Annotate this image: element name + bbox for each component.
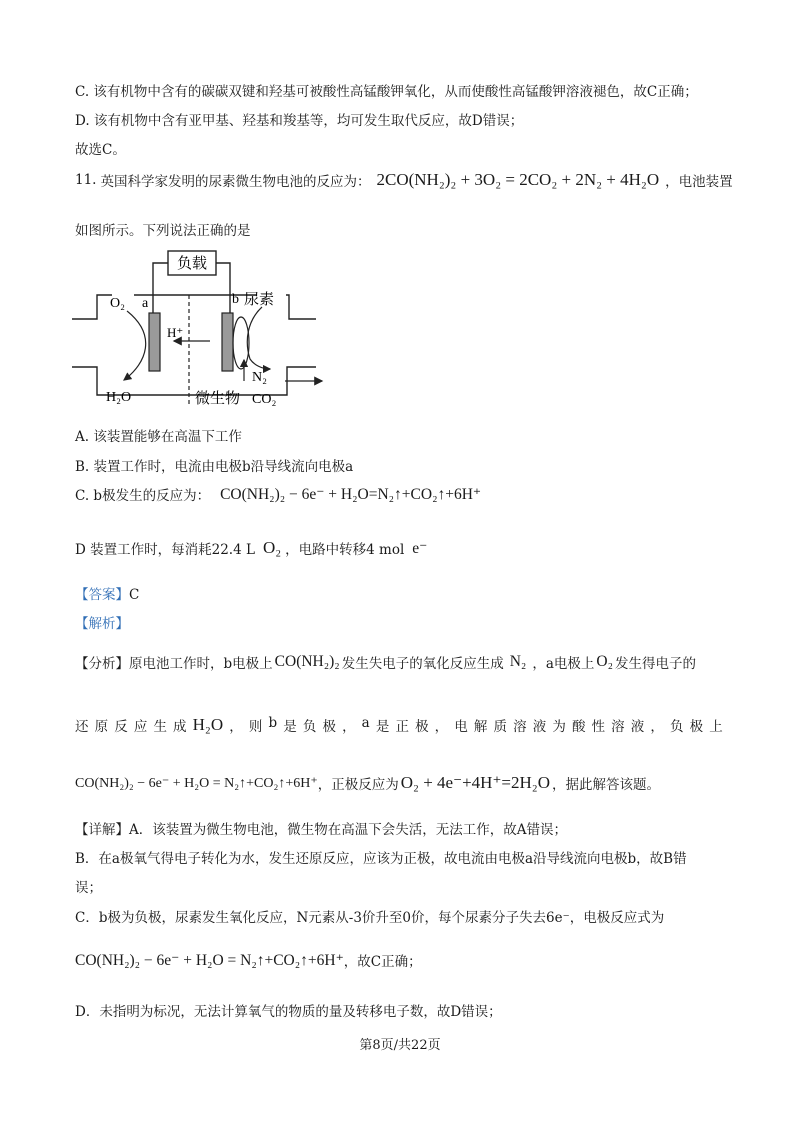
analysis-word: 为 — [552, 719, 566, 735]
analysis-word: 性 — [591, 719, 606, 735]
option-d-prefix: D 装置工作时，每消耗22.4 L — [75, 542, 255, 558]
detail-b-1: B．在a极氧气得电子转化为水，发生还原反应，应该为正极，故电流由电极a沿导线流向电极b，故B错 — [75, 851, 687, 867]
wire-left — [153, 263, 168, 316]
option-d-mid: ，电路中转移4 mol — [285, 542, 405, 558]
analysis-word: 正 — [395, 719, 409, 735]
urea-ellipse — [233, 317, 249, 369]
wire-right — [216, 263, 230, 316]
analysis-word: ， — [434, 719, 449, 735]
analysis-word: 应 — [133, 719, 148, 735]
analysis-word: 极 — [322, 719, 336, 735]
analysis-word: 上 — [709, 719, 723, 735]
n2-formula: N₂ — [509, 653, 527, 670]
question-number: 11. — [75, 172, 97, 188]
analysis-word: 是 — [375, 719, 390, 735]
analysis-tag: 【分析】 — [75, 656, 129, 672]
detail-d: D．未指明为标况，无法计算氧气的物质的量及转移电子数，故D错误； — [75, 1004, 502, 1020]
analysis-word: 原 — [94, 719, 109, 735]
reaction-equation: 2CO(NH₂)₂ + 3O₂ = 2CO₂ + 2N₂ + 4H₂O — [376, 170, 660, 189]
analysis-word: ， — [229, 719, 243, 735]
analysis-word: 解 — [473, 719, 488, 735]
hplus-label: H⁺ — [167, 325, 184, 340]
analysis-word: 溶 — [513, 719, 527, 735]
analysis-word: 还 — [75, 719, 89, 735]
option-a: A. 该装置能够在高温下工作 — [75, 429, 242, 445]
analysis-paragraph-2 — [75, 715, 723, 735]
analysis-word: 电 — [454, 719, 468, 735]
analysis-text: ，a电极上 — [532, 656, 595, 672]
analysis-word: H₂O — [192, 715, 224, 734]
analysis-word: 反 — [114, 719, 128, 735]
analysis-word: 酸 — [571, 719, 586, 735]
analysis-word: 则 — [248, 719, 263, 735]
page-footer: 第8页/共22页 — [359, 1038, 441, 1053]
analysis-word: ， — [650, 719, 664, 735]
analysis-word: a — [361, 715, 370, 731]
analysis-word: 负 — [669, 719, 684, 735]
question-stem-part1: 英国科学家发明的尿素微生物电池的反应为： — [100, 174, 371, 190]
option-d-e: e⁻ — [412, 539, 428, 557]
load-label: 负载 — [176, 254, 208, 272]
battery-diagram — [72, 245, 332, 415]
detail-c-formula: CO(NH₂)₂ − 6e⁻ + H₂O = N₂↑+CO₂↑+6H⁺ — [75, 951, 344, 969]
electrode-b — [222, 313, 233, 371]
analysis-text: ，据此解答该题。 — [551, 777, 660, 793]
prev-option-d: D. 该有机物中含有亚甲基、羟基和羧基等，均可发生取代反应，故D错误； — [75, 113, 524, 129]
o2-formula: O₂ — [596, 653, 613, 670]
answer-line — [75, 583, 139, 603]
detail-b-2: 误； — [75, 880, 102, 896]
analysis-word: 溶 — [611, 719, 625, 735]
analysis-word: 负 — [302, 719, 317, 735]
prev-answer: 故选C。 — [75, 142, 126, 158]
detail-a: A．该装置为微生物电池，微生物在高温下会失活，无法工作，故A错误； — [129, 822, 567, 838]
analysis-word: 液 — [532, 719, 547, 735]
analysis-word: 液 — [630, 719, 645, 735]
n2-label: N₂ — [252, 370, 267, 385]
co2-label: CO₂ — [252, 392, 277, 407]
option-c-formula: CO(NH₂)₂ − 6e⁻ + H₂O=N₂↑+CO₂↑+6H⁺ — [220, 485, 482, 503]
analysis-word: 极 — [689, 719, 704, 735]
negative-electrode-formula: CO(NH₂)₂ − 6e⁻ + H₂O = N₂↑+CO₂↑+6H⁺ — [75, 775, 318, 791]
urea-label: 尿素 — [244, 290, 275, 308]
detail-c-1: C．b极为负极，尿素发生氧化反应，N元素从-3价升至0价，每个尿素分子失去6e⁻，电极反应式为 — [75, 910, 665, 926]
microbe-label: 微生物 — [195, 389, 241, 407]
question-11-stem — [75, 170, 733, 190]
analysis-word: 生 — [153, 719, 167, 735]
option-c-prefix: C. b极发生的反应为： — [75, 488, 211, 504]
urea-arrow — [247, 307, 270, 369]
question-stem-part3: 如图所示。下列说法正确的是 — [75, 223, 251, 239]
detail-c-end: ，故C正确； — [343, 954, 422, 970]
answer-value: C — [129, 587, 140, 603]
detail-label: 【详解】 — [75, 822, 129, 838]
o2-label: O₂ — [110, 296, 125, 311]
h2o-label: H₂O — [106, 390, 132, 405]
question-stem-part2: ，电池装置 — [665, 174, 733, 190]
electrode-b-label: b — [232, 292, 239, 307]
analysis-paragraph-3 — [75, 773, 660, 793]
answer-label: 【答案】 — [75, 587, 129, 603]
analysis-text: 发生失电子的氧化反应生成 — [341, 656, 504, 672]
option-b: B. 装置工作时，电流由电极b沿导线流向电极a — [75, 459, 354, 475]
urea-formula: CO(NH₂)₂ — [274, 653, 340, 670]
positive-electrode-formula: O₂ + 4e⁻+4H⁺=2H₂O — [400, 773, 550, 792]
analysis-paragraph-1 — [75, 652, 696, 672]
option-d-o2: O₂ — [262, 538, 282, 557]
analysis-word: 极 — [415, 719, 429, 735]
detail-c-2 — [75, 950, 422, 970]
analysis-text: 原电池工作时，b电极上 — [129, 656, 273, 672]
prev-option-c: C. 该有机物中含有的碳碳双键和羟基可被酸性高锰酸钾氧化，从而使酸性高锰酸钾溶液褪色，故C正确； — [75, 84, 698, 100]
detail-a-line — [75, 818, 567, 838]
option-d — [75, 538, 427, 558]
analysis-text: 发生得电子的 — [615, 656, 696, 672]
analysis-word: 是 — [283, 719, 297, 735]
analysis-label: 【解析】 — [75, 616, 129, 632]
electrode-a — [149, 313, 160, 371]
analysis-word: b — [268, 715, 278, 731]
analysis-text: ，正极反应为 — [317, 777, 399, 793]
analysis-word: 成 — [173, 719, 187, 735]
analysis-word: ， — [342, 719, 356, 735]
o2-to-h2o-arrow — [124, 311, 146, 380]
electrode-a-label: a — [142, 296, 149, 311]
option-c — [75, 484, 481, 504]
analysis-word: 质 — [493, 719, 507, 735]
